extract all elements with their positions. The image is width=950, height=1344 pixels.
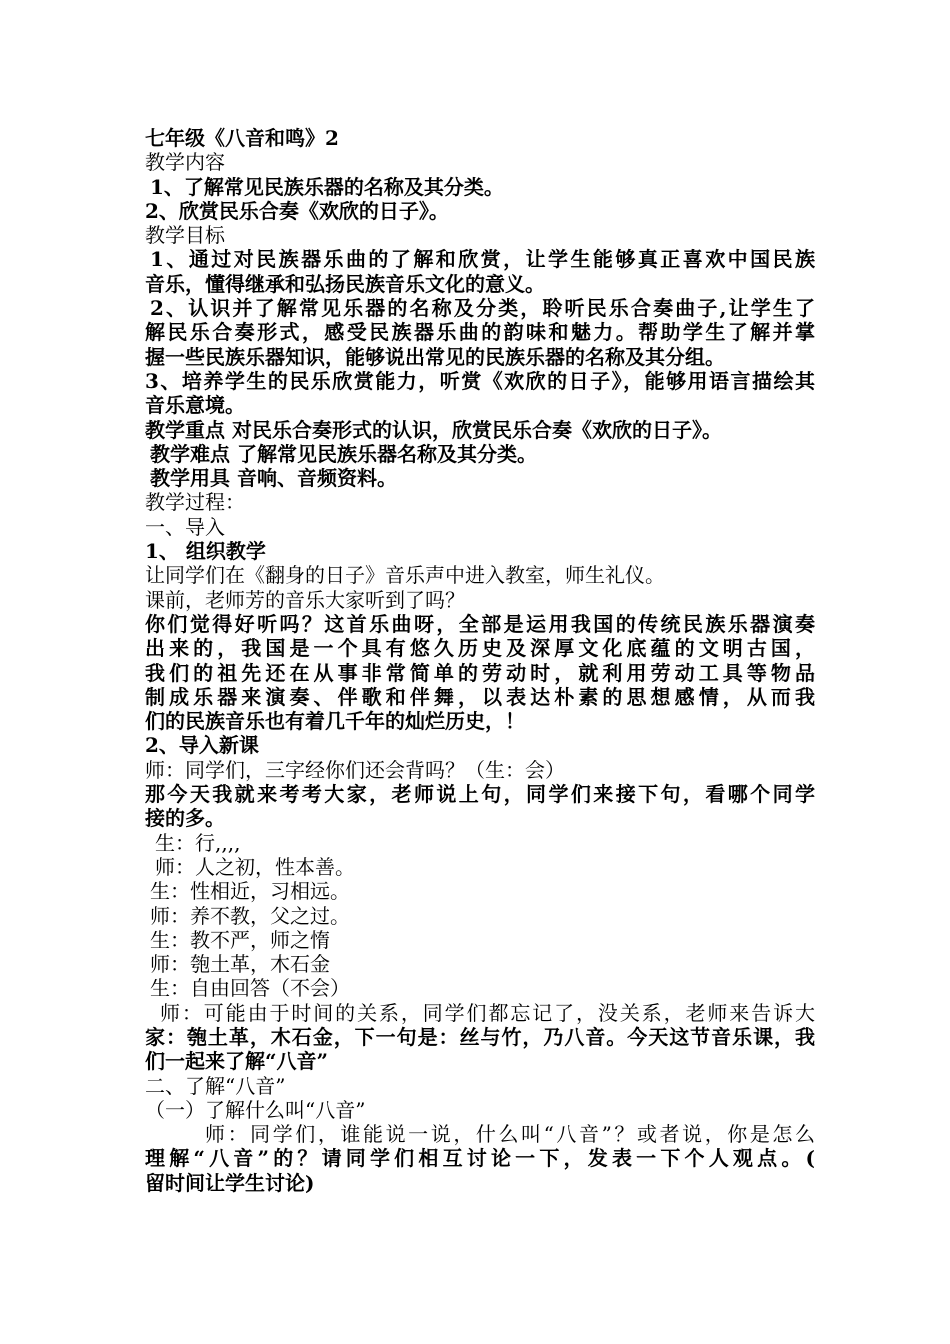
text-line: 制成乐器来演奏、伴歌和伴舞，以表达朴素的思想感情，从而我 — [145, 684, 815, 709]
text-line: 师：人之初，性本善。 — [155, 854, 355, 879]
text-line: 教学目标 — [145, 223, 225, 248]
text-line: 教学过程： — [145, 490, 245, 515]
text-line: 师：匏土革，木石金 — [150, 952, 330, 977]
text-line: 教学重点 对民乐合奏形式的认识，欣赏民乐合奏《欢欣的日子》。 — [145, 417, 722, 442]
text-line: 我们的祖先还在从事非常简单的劳动时，就利用劳动工具等物品 — [145, 660, 815, 685]
text-line: 出来的，我国是一个具有悠久历史及深厚文化底蕴的文明古国， — [145, 636, 815, 661]
document-body — [145, 126, 815, 1195]
text-line: 生：行,,,, — [155, 830, 241, 855]
text-line: 接的多。 — [145, 806, 225, 831]
text-line: 家：匏土革，木石金，下一句是：丝与竹，乃八音。今天这节音乐课，我 — [145, 1024, 815, 1049]
text-line: 们的民族音乐也有着几千年的灿烂历史，！ — [145, 709, 525, 734]
text-line: 那今天我就来考考大家，老师说上句，同学们来接下句，看哪个同学 — [145, 782, 815, 807]
text-line: 握一些民族乐器知识，能够说出常见的民族乐器的名称及其分组。 — [145, 344, 725, 369]
text-line: 课前，老师芳的音乐大家听到了吗？ — [145, 587, 465, 612]
text-line: 3、培养学生的民乐欣赏能力，听赏《欢欣的日子》，能够用语言描绘其 — [145, 368, 815, 393]
text-line: 让同学们在《翻身的日子》音乐声中进入教室，师生礼仪。 — [145, 563, 665, 588]
text-line: 们一起来了解“八音” — [145, 1049, 329, 1074]
text-line: 1、通过对民族器乐曲的了解和欣赏，让学生能够真正喜欢中国民族 — [150, 247, 815, 272]
text-line: 你们觉得好听吗？这首乐曲呀，全部是运用我国的传统民族乐器演奏 — [145, 611, 815, 636]
text-line: 二、了解“八音” — [145, 1073, 286, 1098]
text-line: 生：自由回答（不会） — [150, 976, 350, 1001]
text-line: 生：教不严，师之惰 — [150, 927, 330, 952]
text-line: 2、欣赏民乐合奏《欢欣的日子》。 — [145, 198, 449, 223]
text-line: 音乐，懂得继承和弘扬民族音乐文化的意义。 — [145, 271, 545, 296]
text-line: 2、认识并了解常见乐器的名称及分类，聆听民乐合奏曲子,让学生了 — [150, 296, 815, 321]
text-line: 师：同学们，三字经你们还会背吗？（生：会） — [145, 757, 565, 782]
text-line: 音乐意境。 — [145, 393, 245, 418]
text-line: 师：同学们，谁能说一说，什么叫“八音”？或者说，你是怎么 — [205, 1122, 815, 1147]
text-line: 留时间让学生讨论) — [145, 1170, 315, 1195]
text-line: 理解“八音”的？请同学们相互讨论一下，发表一下个人观点。( — [145, 1146, 815, 1171]
text-line: 1、 组织教学 — [145, 539, 266, 564]
text-line: 师：养不教，父之过。 — [150, 903, 350, 928]
text-line: 教学用具 音响、音频资料。 — [150, 466, 397, 491]
text-line: 解民乐合奏形式，感受民族器乐曲的韵味和魅力。帮助学生了解并掌 — [145, 320, 815, 345]
text-line: 生：性相近，习相远。 — [150, 879, 350, 904]
text-line: 七年级《八音和鸣》2 — [145, 126, 339, 150]
text-line: 一、导入 — [145, 514, 225, 539]
text-line: 教学内容 — [145, 150, 225, 175]
text-line: 2、导入新课 — [145, 733, 259, 758]
text-line: 师：可能由于时间的关系，同学们都忘记了，没关系，老师来告诉大 — [160, 1000, 815, 1025]
text-line: 教学难点 了解常见民族乐器名称及其分类。 — [150, 441, 537, 466]
text-line: 1、了解常见民族乐器的名称及其分类。 — [150, 174, 504, 199]
text-line: （一）了解什么叫“八音” — [145, 1097, 366, 1122]
